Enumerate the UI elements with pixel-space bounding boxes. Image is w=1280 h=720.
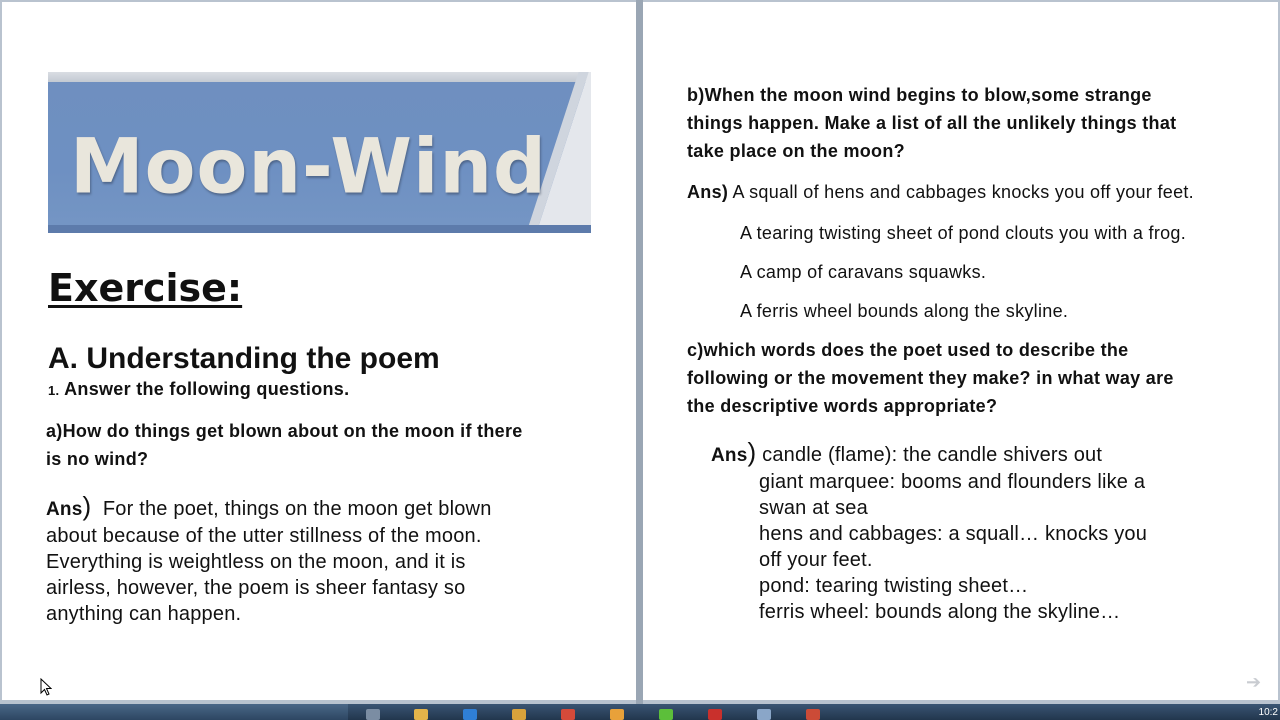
taskbar-icon-1[interactable] <box>366 709 380 720</box>
answer-label: Ans <box>46 499 83 520</box>
list-item: A tearing twisting sheet of pond clouts you with a frog. <box>740 223 1187 243</box>
question-c: c)which words does the poet used to describe the following or the movement they make? in what way are the descriptive words appropriate? <box>687 340 1174 416</box>
chrome-icon[interactable] <box>561 709 575 720</box>
instruction-number: 1. <box>48 383 60 398</box>
section-title: A. Understanding the poem <box>48 342 440 375</box>
left-page <box>2 2 636 700</box>
list-item: A camp of caravans squawks. <box>740 262 987 282</box>
next-slide-arrow-icon[interactable]: ➔ <box>1246 672 1262 692</box>
exercise-heading: Exercise: <box>48 266 243 310</box>
answer-b: Ans) A squall of hens and cabbages knocks you off your feet. <box>687 182 1194 202</box>
answer-label: Ans) <box>687 182 729 202</box>
answer-a: Ans) For the poet, things on the moon get blown about because of the utter stillness of the moon. Everything is weightless on the moon, and it is airless, however, the poem is sheer fantasy so anything can happen. <box>46 491 492 625</box>
answer-c: Ans) candle (flame): the candle shivers out giant marquee: booms and flounders like a swan at sea hens and cabbages: a squall… knocks you off your feet. pond: tearing twisting sheet… ferris wheel: bounds along the skyline… <box>711 437 1148 623</box>
clock[interactable]: 10:2 <box>1258 707 1278 718</box>
question-a: a)How do things get blown about on the moon if there is no wind? <box>46 421 523 469</box>
instruction <box>48 379 349 400</box>
answer-label: Ans <box>711 445 748 466</box>
active-window-button[interactable] <box>0 704 348 720</box>
folder-icon[interactable] <box>414 709 428 720</box>
taskbar-icon-9[interactable] <box>757 709 771 720</box>
paint-icon[interactable] <box>512 709 526 720</box>
mouse-cursor-icon <box>40 678 52 701</box>
page-divider <box>636 0 643 704</box>
browser-icon[interactable] <box>463 709 477 720</box>
right-page <box>643 2 1278 700</box>
excel-icon[interactable] <box>659 709 673 720</box>
instruction-text: Answer the following questions. <box>64 379 350 399</box>
pdf-icon[interactable] <box>708 709 722 720</box>
firefox-icon[interactable] <box>610 709 624 720</box>
banner-title: Moon-Wind <box>70 123 548 211</box>
list-item: A ferris wheel bounds along the skyline. <box>740 301 1069 321</box>
taskbar <box>0 704 1280 720</box>
question-b: b)When the moon wind begins to blow,some strange things happen. Make a list of all the unlikely things that take place on the moon? <box>687 85 1177 161</box>
powerpoint-icon[interactable] <box>806 709 820 720</box>
moon-wind-banner-image <box>48 72 591 233</box>
